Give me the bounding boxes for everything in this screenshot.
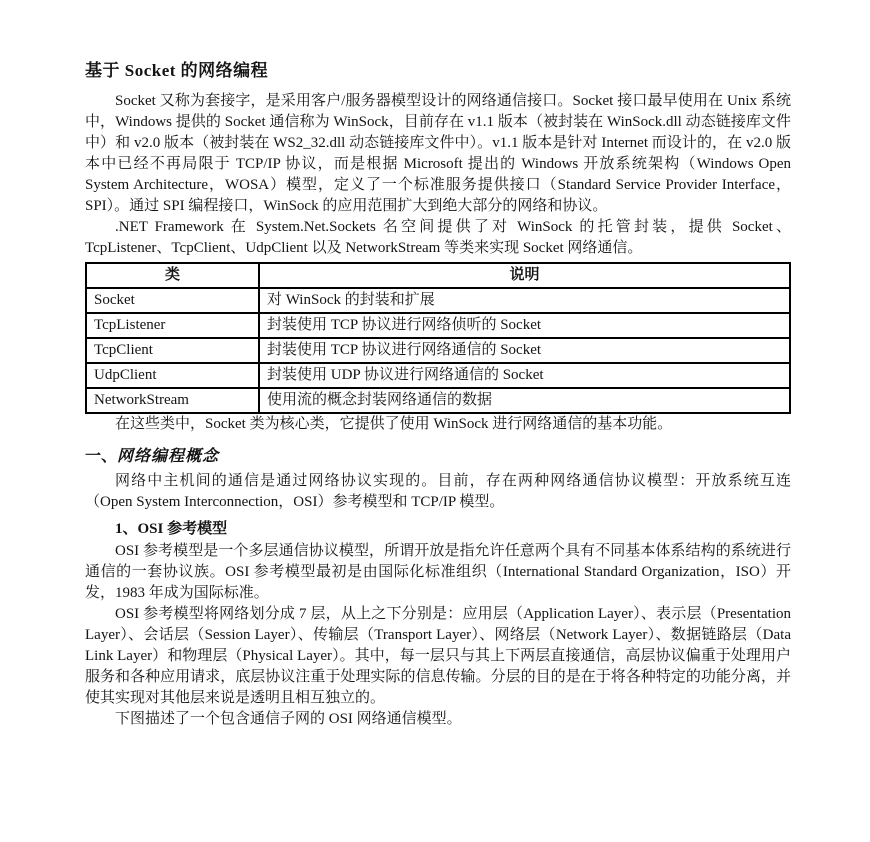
paragraph-socket-intro: Socket 又称为套接字，是采用客户/服务器模型设计的网络通信接口。Socket 接口最早使用在 Unix 系统中，Windows 提供的 Socket 通信称为 WinSock，目前存在 v1.1 版本（被封装在 WinSock.dll 动态链接库文件中）和 v2.0 版本（被封装在 WS2_32.dll 动态链接库文件中）。v1.1 版本是针对 Internet 而设计的，在 v2.0 版本中已经不再局限于 TCP/IP 协议，而是根据 Microsoft 提出的 Windows 开放系统架构（Windows Open System Architecture，WOSA）模型，定义了一个标准服务提供接口（Standard Service Provider Interface，SPI）。通过 SPI 编程接口，WinSock 的应用范围扩大到绝大部分的网络和协议。 xyxy=(85,93,791,214)
table-header-row xyxy=(86,263,790,288)
class-desc-cell: 封装使用 UDP 协议进行网络通信的 Socket xyxy=(259,363,790,388)
document-title: 基于 Socket 的网络编程 xyxy=(85,61,269,80)
section-heading-network-programming xyxy=(85,443,791,466)
class-name-cell: NetworkStream xyxy=(86,388,259,413)
section-number: 一、 xyxy=(85,448,118,465)
paragraph-osi-seven-layers: OSI 参考模型将网络划分成 7 层，从上之下分别是：应用层（Application Layer）、表示层（Presentation Layer）、会话层（Session Layer）、传输层（Transport Layer）、网络层（Network Layer）、数据链路层（Data Link Layer）和物理层（Physical Layer）。其中，每一层只与其上下两层直接通信，高层协议偏重于处理用户服务和各种应用请求，底层协议注重于处理实际的信息传输。分层的目的是在于将各种特定的功能分离，并使其实现对其他层来说是透明且相互独立的。 xyxy=(85,606,791,706)
paragraph-dotnet-framework: .NET Framework 在 System.Net.Sockets 名空间提供了对 WinSock 的托管封装，提供 Socket、TcpListener、TcpClient、UdpClient 以及 NetworkStream 等类来实现 Socket 网络通信。 xyxy=(85,219,791,256)
table-header-class: 类 xyxy=(86,263,259,288)
class-desc-cell: 封装使用 TCP 协议进行网络通信的 Socket xyxy=(259,338,790,363)
class-name-cell: TcpClient xyxy=(86,338,259,363)
class-name-cell: UdpClient xyxy=(86,363,259,388)
winsock-classes-table xyxy=(85,262,791,414)
paragraph-osi-figure-caption: 下图描述了一个包含通信子网的 OSI 网络通信模型。 xyxy=(115,711,462,727)
section-title: 网络编程概念 xyxy=(117,448,220,465)
table-header-description: 说明 xyxy=(259,263,790,288)
subsection-heading-osi-model: 1、OSI 参考模型 xyxy=(115,521,228,537)
document-content xyxy=(85,56,791,730)
paragraph-protocol-models: 网络中主机间的通信是通过网络协议实现的。目前，存在两种网络通信协议模型：开放系统互连（Open System Interconnection，OSI）参考模型和 TCP/IP 模型。 xyxy=(85,473,791,510)
class-desc-cell: 使用流的概念封装网络通信的数据 xyxy=(259,388,790,413)
paragraph-osi-definition: OSI 参考模型是一个多层通信协议模型，所谓开放是指允许任意两个具有不同基本体系结构的系统进行通信的一套协议族。OSI 参考模型最初是由国际化标准组织（International Standard Organization，ISO）开发，1983 年成为国际标准。 xyxy=(85,543,791,601)
class-name-cell: Socket xyxy=(86,288,259,313)
class-name-cell: TcpListener xyxy=(86,313,259,338)
class-desc-cell: 封装使用 TCP 协议进行网络侦听的 Socket xyxy=(259,313,790,338)
table-row xyxy=(86,363,790,388)
paragraph-table-note: 在这些类中，Socket 类为核心类，它提供了使用 WinSock 进行网络通信的基本功能。 xyxy=(115,416,673,432)
table-row xyxy=(86,288,790,313)
class-desc-cell: 对 WinSock 的封装和扩展 xyxy=(259,288,790,313)
table-row xyxy=(86,388,790,413)
table-row xyxy=(86,338,790,363)
table-row xyxy=(86,313,790,338)
